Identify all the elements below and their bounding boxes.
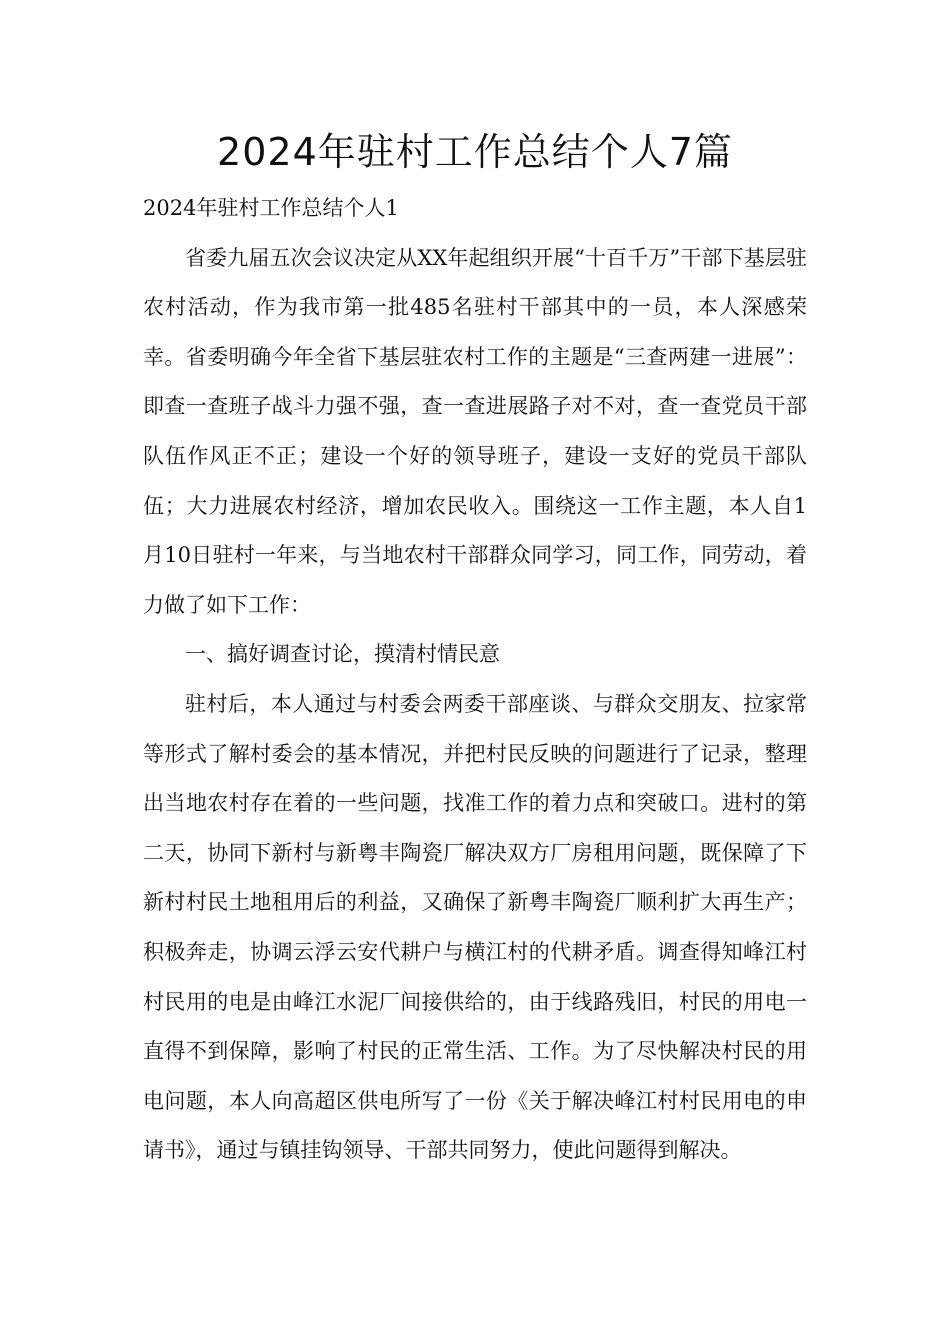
paragraph-intro: 省委九届五次会议决定从XX年起组织开展“十百千万”干部下基层驻农村活动，作为我市第一批485名驻村干部其中的一员，本人深感荣幸。省委明确今年全省下基层驻农村工作的主题是“三查两建一进展”：即查一查班子战斗力强不强，查一查进展路子对不对，查一查党员干部队伍作风正不正；建设一个好的领导班子，建设一支好的党员干部队伍；大力进展农村经济，增加农民收入。围绕这一工作主题，本人自1月10日驻村一年来，与当地农村干部群众同学习，同工作，同劳动，着力做了如下工作： xyxy=(143,245,807,617)
paragraph-body-1: 驻村后，本人通过与村委会两委干部座谈、与群众交朋友、拉家常等形式了解村委会的基本情况，并把村民反映的问题进行了记录，整理出当地农村存在着的一些问题，找准工作的着力点和突破口。进村的第二天，协同下新村与新粤丰陶瓷厂解决双方厂房租用问题，既保障了下新村村民土地租用后的利益，又确保了新粤丰陶瓷厂顺利扩大再生产；积极奔走，协调云浮云安代耕户与横江村的代耕矛盾。调查得知峰江村村民用的电是由峰江水泥厂间接供给的，由于线路残旧，村民的用电一直得不到保障，影响了村民的正常生活、工作。为了尽快解决村民的用电问题，本人向高超区供电所写了一份《关于解决峰江村村民用电的申请书》，通过与镇挂钩领导、干部共同努力，使此问题得到解决。 xyxy=(143,691,807,1163)
document-title: 2024年驻村工作总结个人7篇 xyxy=(217,130,733,174)
section-heading: 2024年驻村工作总结个人1 xyxy=(143,196,399,220)
paragraph-heading-1: 一、搞好调查讨论，摸清村情民意 xyxy=(185,642,500,667)
document-body xyxy=(143,184,807,1176)
